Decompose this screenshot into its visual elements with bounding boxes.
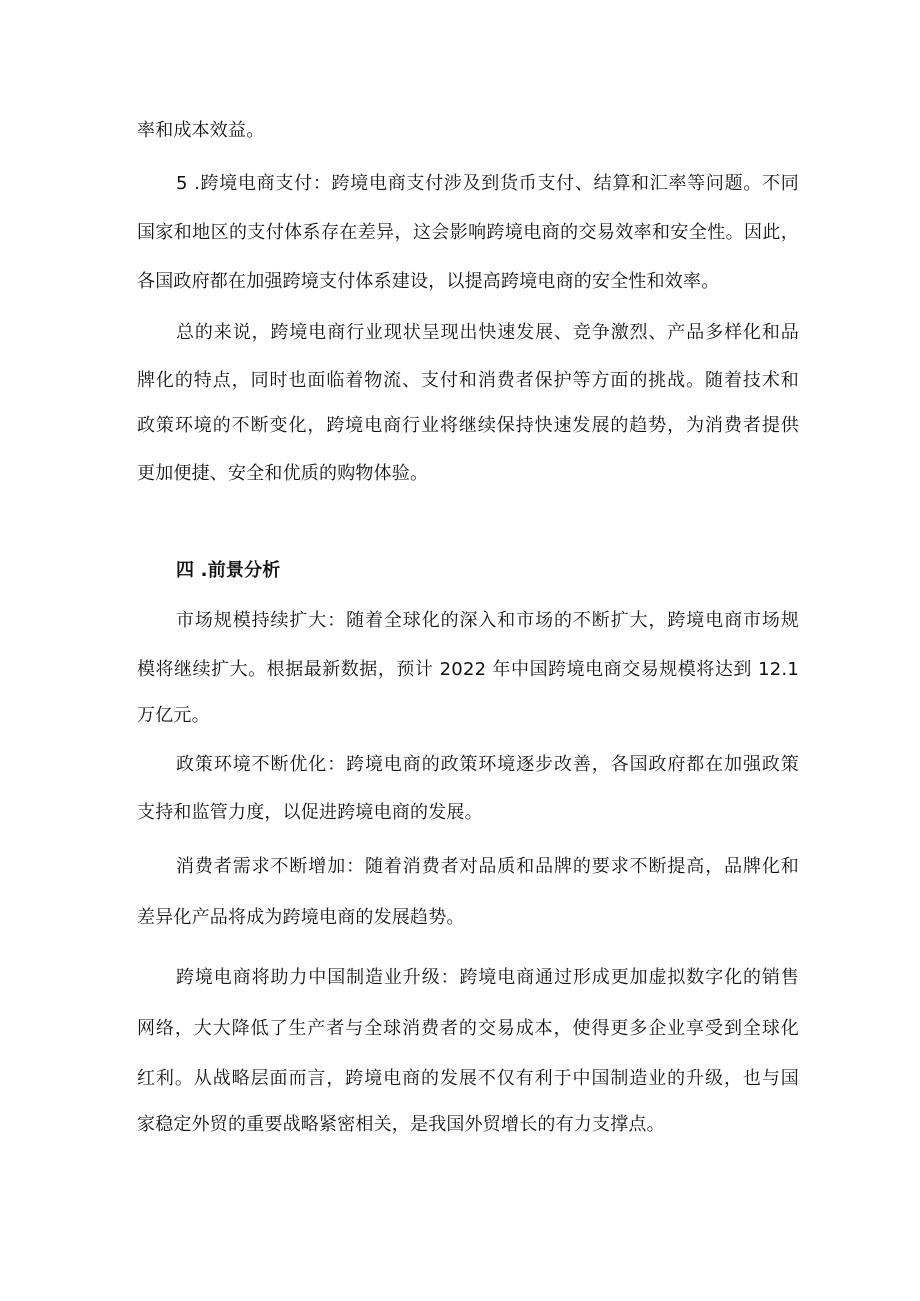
text-line: 家稳定外贸的重要战略紧密相关，是我国外贸增长的有力支撑点。	[137, 1114, 665, 1135]
text-line: 5 .跨境电商支付：跨境电商支付涉及到货币支付、结算和汇率等问题。不同	[176, 173, 799, 194]
text-line: 网络，大大降低了生产者与全球消费者的交易成本，使得更多企业享受到全球化	[137, 1018, 799, 1039]
text-line: 国家和地区的支付体系存在差异，这会影响跨境电商的交易效率和安全性。因此，	[137, 222, 799, 243]
section-heading: 四 .前景分析	[176, 560, 281, 581]
text-line: 牌化的特点，同时也面临着物流、支付和消费者保护等方面的挑战。随着技术和	[137, 370, 799, 391]
text-line: 更加便捷、安全和优质的购物体验。	[137, 463, 429, 484]
text-line: 支持和监管力度，以促进跨境电商的发展。	[137, 802, 483, 823]
text-line: 跨境电商将助力中国制造业升级：跨境电商通过形成更加虚拟数字化的销售	[176, 967, 799, 988]
text-line: 万亿元。	[137, 705, 210, 726]
text-line: 总的来说，跨境电商行业现状呈现出快速发展、竞争激烈、产品多样化和品	[176, 322, 799, 343]
text-line: 各国政府都在加强跨境支付体系建设，以提高跨境电商的安全性和效率。	[137, 271, 720, 292]
text-line: 政策环境的不断变化，跨境电商行业将继续保持快速发展的趋势，为消费者提供	[137, 415, 799, 436]
text-line: 消费者需求不断增加：随着消费者对品质和品牌的要求不断提高，品牌化和	[176, 856, 799, 877]
text-line: 市场规模持续扩大：随着全球化的深入和市场的不断扩大，跨境电商市场规	[176, 610, 799, 631]
text-line: 政策环境不断优化：跨境电商的政策环境逐步改善，各国政府都在加强政策	[176, 754, 799, 775]
text-line: 率和成本效益。	[137, 120, 265, 141]
text-line: 差异化产品将成为跨境电商的发展趋势。	[137, 907, 465, 928]
text-line: 模将继续扩大。根据最新数据，预计 2022 年中国跨境电商交易规模将达到 12.1	[137, 659, 799, 680]
text-line: 红利。从战略层面而言，跨境电商的发展不仅有利于中国制造业的升级，也与国	[137, 1068, 799, 1089]
